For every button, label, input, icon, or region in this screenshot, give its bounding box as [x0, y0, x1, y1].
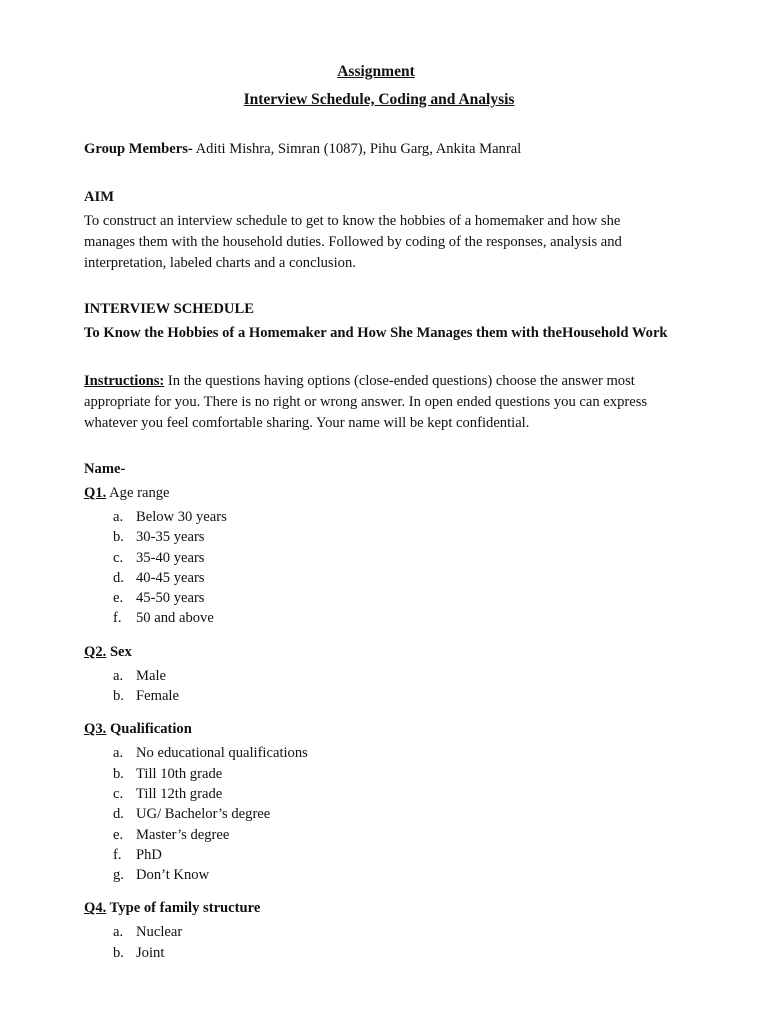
question-2 [84, 642, 674, 663]
option-label: 50 and above [136, 610, 214, 627]
option-item [84, 764, 674, 784]
option-item [84, 507, 674, 527]
option-item [84, 666, 674, 686]
option-label: Don’t Know [136, 867, 210, 884]
group-members-label: Group Members- [84, 141, 193, 157]
option-item [84, 865, 674, 885]
option-label: Below 30 years [136, 509, 227, 525]
question-1 [84, 483, 674, 504]
option-marker: f. [113, 846, 122, 863]
option-label: No educational qualifications [136, 745, 308, 762]
interview-schedule-heading: INTERVIEW SCHEDULE [84, 301, 254, 317]
group-members-names: Aditi Mishra, Simran (1087), Pihu Garg, Ankita Manral [192, 141, 522, 157]
option-marker: b. [113, 944, 124, 961]
option-list [84, 507, 674, 629]
document-subtitle: Interview Schedule, Coding and Analysis [243, 91, 515, 108]
option-marker: b. [113, 688, 124, 705]
option-label: Till 12th grade [136, 785, 223, 802]
option-marker: d. [113, 806, 124, 823]
document-page [84, 58, 674, 963]
option-item [84, 922, 674, 942]
option-marker: b. [113, 765, 124, 782]
question-number: Q3. [84, 721, 107, 738]
option-label: Till 10th grade [136, 765, 223, 782]
option-label: UG/ Bachelor’s degree [136, 806, 271, 823]
option-label: 35-40 years [136, 549, 205, 566]
option-list [84, 666, 674, 707]
name-field-label: Name- [84, 461, 126, 477]
option-item [84, 825, 674, 845]
option-label: 30-35 years [136, 529, 205, 546]
option-label: 45-50 years [136, 590, 205, 607]
option-label: Master’s degree [136, 826, 230, 843]
option-marker: f. [113, 610, 122, 627]
document-title: Assignment [337, 63, 415, 80]
option-item [84, 527, 674, 547]
instructions [84, 371, 674, 434]
question-text: Type of family structure [106, 900, 261, 917]
option-item [84, 568, 674, 588]
option-marker: a. [113, 924, 124, 941]
option-marker: g. [113, 867, 124, 884]
option-item [84, 548, 674, 568]
option-marker: d. [113, 569, 124, 586]
question-text: Qualification [106, 721, 192, 738]
option-item [84, 845, 674, 865]
option-marker: c. [113, 549, 124, 566]
option-item [84, 784, 674, 804]
instructions-text: In the questions having options (close-ended questions) choose the answer most appropriate for you. There is no right or wrong answer. In open ended questions you can express whatever you feel comfortable sharing. Your name will be kept confidential. [84, 373, 648, 431]
option-label: Joint [136, 944, 165, 961]
question-number: Q2. [84, 643, 107, 660]
question-4 [84, 898, 674, 919]
option-label: Female [136, 688, 179, 705]
option-marker: e. [113, 590, 124, 607]
question-number: Q4. [84, 900, 107, 917]
option-marker: a. [113, 667, 124, 684]
option-item [84, 804, 674, 824]
question-text: Sex [106, 643, 132, 660]
option-marker: b. [113, 529, 124, 546]
question-list [84, 483, 674, 963]
option-list [84, 922, 674, 963]
group-members [84, 139, 674, 160]
option-item [84, 743, 674, 763]
aim-text: To construct an interview schedule to get to know the hobbies of a homemaker and how she manages them with the household duties. Followed by coding of the responses, analysis and interpretation, labeled charts and a conclusion. [84, 213, 622, 271]
interview-schedule-subheading: To Know the Hobbies of a Homemaker and How She Manages them with theHousehold Work [84, 325, 668, 341]
aim-heading: AIM [84, 189, 114, 205]
option-item [84, 588, 674, 608]
option-marker: e. [113, 826, 124, 843]
option-item [84, 943, 674, 963]
option-label: Male [136, 667, 166, 684]
question-number: Q1. [84, 485, 107, 501]
option-label: 40-45 years [136, 569, 205, 586]
option-item [84, 686, 674, 706]
instructions-label: Instructions: [84, 373, 165, 389]
option-marker: c. [113, 785, 124, 802]
option-marker: a. [113, 509, 124, 525]
option-marker: a. [113, 745, 124, 762]
option-list [84, 743, 674, 885]
option-label: PhD [136, 846, 162, 863]
question-text: Age range [106, 485, 170, 501]
question-3 [84, 719, 674, 740]
option-label: Nuclear [136, 924, 183, 941]
option-item [84, 608, 674, 628]
